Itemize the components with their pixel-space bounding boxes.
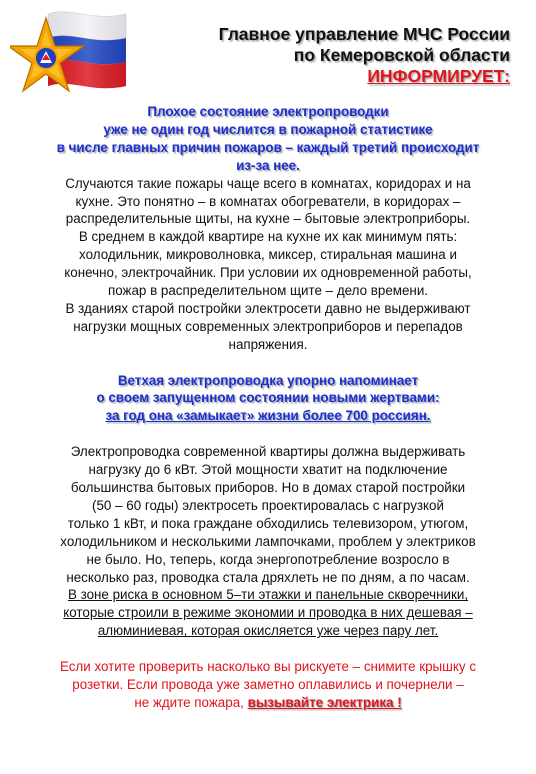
section1-heading-line: из-за нее. bbox=[236, 157, 300, 173]
section2-body-line: не было. Но, теперь, когда энергопотребление возросло в bbox=[86, 551, 450, 567]
section1-body-line: конечно, электрочайник. При условии их одновременной работы, bbox=[64, 265, 472, 281]
document-body bbox=[22, 103, 514, 712]
section2-body-line: нагрузку до 6 кВт. Этой мощности хватит на подключение bbox=[88, 462, 448, 478]
warning-block bbox=[22, 658, 514, 712]
header-region: по Кемеровской области bbox=[293, 45, 510, 65]
section1-heading bbox=[22, 103, 514, 175]
call-electrician-emphasis: вызывайте электрика ! bbox=[247, 694, 402, 710]
section2-heading-line: о своем запущенном состоянии новыми жертвами: bbox=[96, 390, 440, 406]
section2-body-line: (50 – 60 годы) электросеть проектировалась с нагрузкой bbox=[92, 497, 444, 513]
section2-body-line: Электропроводка современной квартиры должна выдерживать bbox=[70, 444, 466, 460]
section1-body-line: Случаются такие пожары чаще всего в комнатах, коридорах и на bbox=[65, 175, 471, 191]
section1-body-line: нагрузки мощных современных электроприборов и перепадов bbox=[73, 318, 463, 334]
mchs-emblem-flag-icon bbox=[10, 8, 128, 106]
section2-body-line: большинства бытовых приборов. Но в домах старой постройки bbox=[70, 480, 466, 495]
header-informs: ИНФОРМИРУЕТ: bbox=[367, 66, 510, 86]
risk-zone-line: алюминиевая, которая окисляется уже через пару лет. bbox=[97, 623, 439, 639]
section1-body-line: В среднем в каждой квартире на кухне их как минимум пять: bbox=[78, 229, 458, 245]
section2-body bbox=[22, 443, 514, 640]
section1-body-line: холодильник, микроволновка, миксер, стиральная машина и bbox=[79, 247, 457, 263]
section1-body-line: напряжения. bbox=[228, 336, 308, 352]
section1-heading-line: уже не один год числится в пожарной статистике bbox=[103, 121, 433, 137]
section1-body-line: пожар в распределительном щите – дело времени. bbox=[107, 283, 429, 299]
section1-heading-line: в числе главных причин пожаров – каждый третий происходит bbox=[56, 139, 480, 155]
section2-heading bbox=[22, 372, 514, 426]
section1-body-line: распределительные щиты, на кухне – бытовые электроприборы. bbox=[65, 211, 471, 227]
header bbox=[219, 24, 510, 87]
section1-body bbox=[22, 175, 514, 354]
header-org-name: Главное управление МЧС России bbox=[218, 24, 510, 44]
section2-heading-line: Ветхая электропроводка упорно напоминает bbox=[117, 372, 419, 388]
risk-zone-line: В зоне риска в основном 5–ти этажки и панельные скворечники, bbox=[67, 587, 469, 603]
warning-line: Если хотите проверить насколько вы рискуете – снимите крышку с bbox=[59, 659, 477, 675]
section1-body-line: кухне. Это понятно – в комнатах обогреватели, в коридорах – bbox=[75, 193, 461, 209]
section2-heading-line: за год она «замыкает» жизни более 700 россиян. bbox=[105, 408, 431, 424]
warning-line: розетки. Если провода уже заметно оплавились и почернели – bbox=[72, 676, 464, 692]
risk-zone-line: которые строили в режиме экономии и проводка в них дешевая – bbox=[63, 605, 473, 621]
warning-line: не ждите пожара, bbox=[134, 694, 248, 710]
section2-body-line: холодильником и несколькими лампочками, проблем у электриков bbox=[60, 533, 476, 549]
section1-body-line: В зданиях старой постройки электросети давно не выдерживают bbox=[65, 300, 471, 316]
section2-body-line: несколько раз, проводка стала дряхлеть не по дням, а по часам. bbox=[66, 569, 470, 585]
section1-heading-line: Плохое состояние электропроводки bbox=[147, 104, 389, 119]
section2-body-line: только 1 кВт, и пока граждане обходились телевизором, утюгом, bbox=[67, 515, 469, 531]
